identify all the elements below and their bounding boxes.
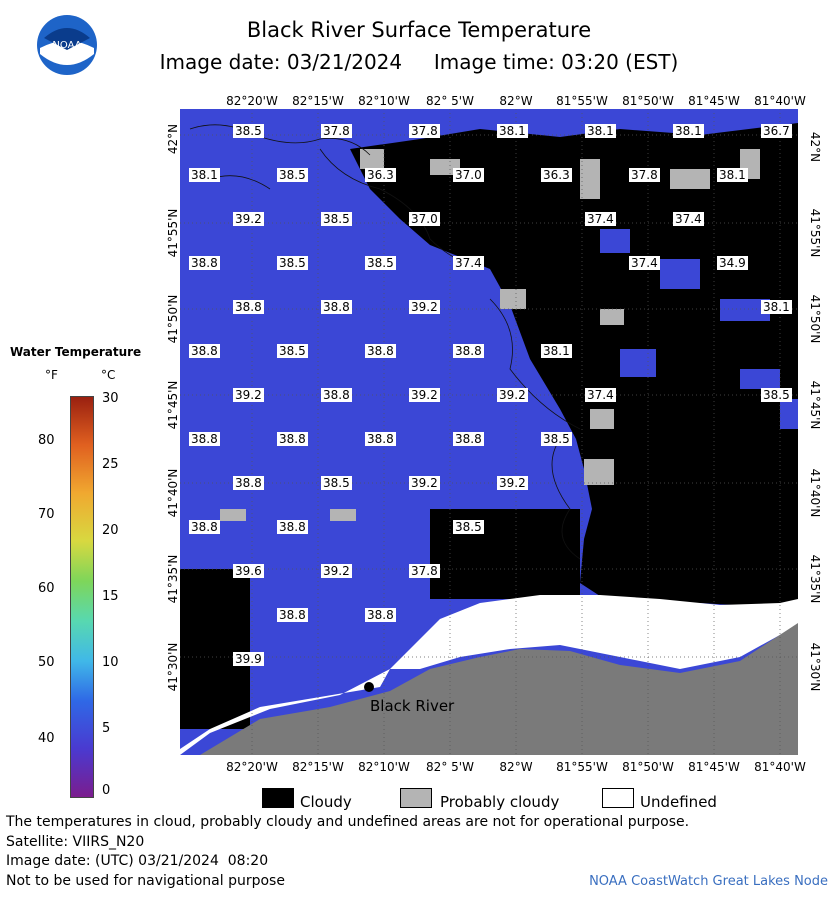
c-tick: 10: [102, 655, 119, 670]
temp-label: 39.6: [235, 564, 262, 578]
temp-label: 39.2: [411, 476, 438, 490]
lon-label-bottom: 81°40'W: [754, 760, 806, 774]
temp-label: 39.9: [235, 652, 262, 666]
lon-label-top: 82°15'W: [292, 94, 344, 108]
f-tick: 40: [38, 731, 55, 746]
temp-label: 37.8: [411, 124, 438, 138]
temp-label: 37.0: [455, 168, 482, 182]
lon-label-top: 81°50'W: [622, 94, 674, 108]
temp-label: 38.1: [719, 168, 746, 182]
lat-label-left: 41°30'N: [166, 642, 180, 692]
lat-label-right: 41°50'N: [808, 294, 822, 344]
temp-label: 38.8: [323, 300, 350, 314]
black-river-label: Black River: [370, 697, 455, 715]
temp-label: 38.8: [455, 344, 482, 358]
credit: NOAA CoastWatch Great Lakes Node: [589, 874, 828, 889]
lon-label-bottom: 82° 5'W: [426, 760, 474, 774]
utc-date: Image date: (UTC) 03/21/2024 08:20: [6, 853, 269, 869]
temp-label: 38.1: [191, 168, 218, 182]
lat-label-left: 41°35'N: [166, 554, 180, 604]
temp-label: 38.8: [191, 344, 218, 358]
cloudy-swatch: [262, 788, 294, 808]
color-scale-bar: [70, 396, 94, 798]
temp-label: 39.2: [499, 476, 526, 490]
lon-label-top: 81°40'W: [754, 94, 806, 108]
lon-label-top: 82° 5'W: [426, 94, 474, 108]
temp-label: 38.8: [323, 388, 350, 402]
temp-label: 37.4: [587, 212, 614, 226]
page-title: Black River Surface Temperature: [246, 18, 592, 42]
temp-label: 38.5: [279, 256, 306, 270]
probably-cloudy-swatch: [400, 788, 432, 808]
temp-label: 38.5: [279, 168, 306, 182]
temp-label: 38.8: [367, 432, 394, 446]
temp-label: 38.8: [455, 432, 482, 446]
temp-label: 37.8: [323, 124, 350, 138]
c-tick: 30: [102, 391, 119, 406]
temp-label: 39.2: [323, 564, 350, 578]
c-tick: 25: [102, 457, 119, 472]
lat-label-right: 42°N: [808, 131, 822, 163]
c-tick: 5: [102, 721, 111, 736]
lat-label-right: 41°35'N: [808, 554, 822, 604]
temp-label: 38.8: [367, 344, 394, 358]
logo-text: NOAA: [52, 40, 82, 51]
lon-label-bottom: 82°10'W: [358, 760, 410, 774]
f-tick: 50: [38, 655, 55, 670]
lat-label-left: 41°55'N: [166, 208, 180, 258]
temp-label: 37.0: [411, 212, 438, 226]
cloudy-label: Cloudy: [300, 793, 352, 811]
temp-label: 38.1: [499, 124, 526, 138]
temp-label: 38.8: [235, 300, 262, 314]
lon-label-bottom: 81°50'W: [622, 760, 674, 774]
lat-label-right: 41°45'N: [808, 380, 822, 430]
temp-label: 38.1: [675, 124, 702, 138]
temp-label: 38.8: [235, 476, 262, 490]
f-tick: 70: [38, 507, 55, 522]
lon-label-bottom: 82°15'W: [292, 760, 344, 774]
lat-label-left: 41°45'N: [166, 380, 180, 430]
temp-label: 38.5: [367, 256, 394, 270]
lon-label-top: 82°10'W: [358, 94, 410, 108]
lon-label-top: 81°45'W: [688, 94, 740, 108]
temp-label: 38.8: [279, 520, 306, 534]
lat-label-right: 41°40'N: [808, 468, 822, 518]
unit-fahrenheit: °F: [45, 368, 58, 382]
lat-label-right: 41°30'N: [808, 642, 822, 692]
lon-label-bottom: 82°20'W: [226, 760, 278, 774]
f-tick: 60: [38, 581, 55, 596]
temp-label: 39.2: [499, 388, 526, 402]
lat-label-left: 42°N: [166, 123, 180, 155]
legend-title: Water Temperature: [10, 345, 142, 359]
satellite-info: Satellite: VIIRS_N20: [6, 834, 145, 850]
temp-label: 38.5: [235, 124, 262, 138]
temp-label: 39.2: [235, 212, 262, 226]
temp-label: 39.2: [411, 388, 438, 402]
unit-celsius: °C: [101, 368, 116, 382]
temp-label: 38.5: [323, 212, 350, 226]
temp-label: 38.8: [279, 432, 306, 446]
navigation-warning: Not to be used for navigational purpose: [6, 873, 285, 889]
temp-label: 38.5: [455, 520, 482, 534]
lon-label-top: 82°W: [499, 94, 533, 108]
undefined-label: Undefined: [640, 793, 717, 811]
temp-label: 39.2: [411, 300, 438, 314]
probably-cloudy-label: Probably cloudy: [440, 793, 560, 811]
temp-label: 38.8: [279, 608, 306, 622]
lat-label-left: 41°40'N: [166, 468, 180, 518]
temp-label: 34.9: [719, 256, 746, 270]
lat-label-right: 41°55'N: [808, 208, 822, 258]
temp-label: 37.8: [631, 168, 658, 182]
temp-label: 36.3: [367, 168, 394, 182]
temp-label: 38.8: [191, 256, 218, 270]
lon-label-top: 82°20'W: [226, 94, 278, 108]
temp-label: 38.5: [543, 432, 570, 446]
temp-label: 38.5: [763, 388, 790, 402]
temp-label: 39.2: [235, 388, 262, 402]
lon-label-bottom: 81°55'W: [556, 760, 608, 774]
temp-label: 36.7: [763, 124, 790, 138]
temp-label: 38.1: [763, 300, 790, 314]
temp-label: 38.5: [323, 476, 350, 490]
temp-label: 38.1: [587, 124, 614, 138]
temp-label: 37.4: [587, 388, 614, 402]
temp-label: 38.5: [279, 344, 306, 358]
lon-label-top: 81°55'W: [556, 94, 608, 108]
lon-label-bottom: 81°45'W: [688, 760, 740, 774]
temp-label: 38.8: [191, 520, 218, 534]
temperature-labels: [180, 109, 798, 755]
lat-label-left: 41°50'N: [166, 294, 180, 344]
image-datetime: Image date: 03/21/2024 Image time: 03:20 (EST): [159, 50, 679, 74]
temp-label: 37.4: [455, 256, 482, 270]
c-tick: 20: [102, 523, 119, 538]
undefined-swatch: [602, 788, 634, 808]
c-tick: 15: [102, 589, 119, 604]
temp-label: 38.8: [191, 432, 218, 446]
temp-label: 37.8: [411, 564, 438, 578]
temp-label: 37.4: [675, 212, 702, 226]
temp-label: 37.4: [631, 256, 658, 270]
f-tick: 80: [38, 433, 55, 448]
temp-label: 38.1: [543, 344, 570, 358]
lon-label-bottom: 82°W: [499, 760, 533, 774]
disclaimer: The temperatures in cloud, probably cloudy and undefined areas are not for operational purpose.: [6, 814, 690, 830]
temp-label: 38.8: [367, 608, 394, 622]
temp-label: 36.3: [543, 168, 570, 182]
c-tick: 0: [102, 783, 111, 798]
